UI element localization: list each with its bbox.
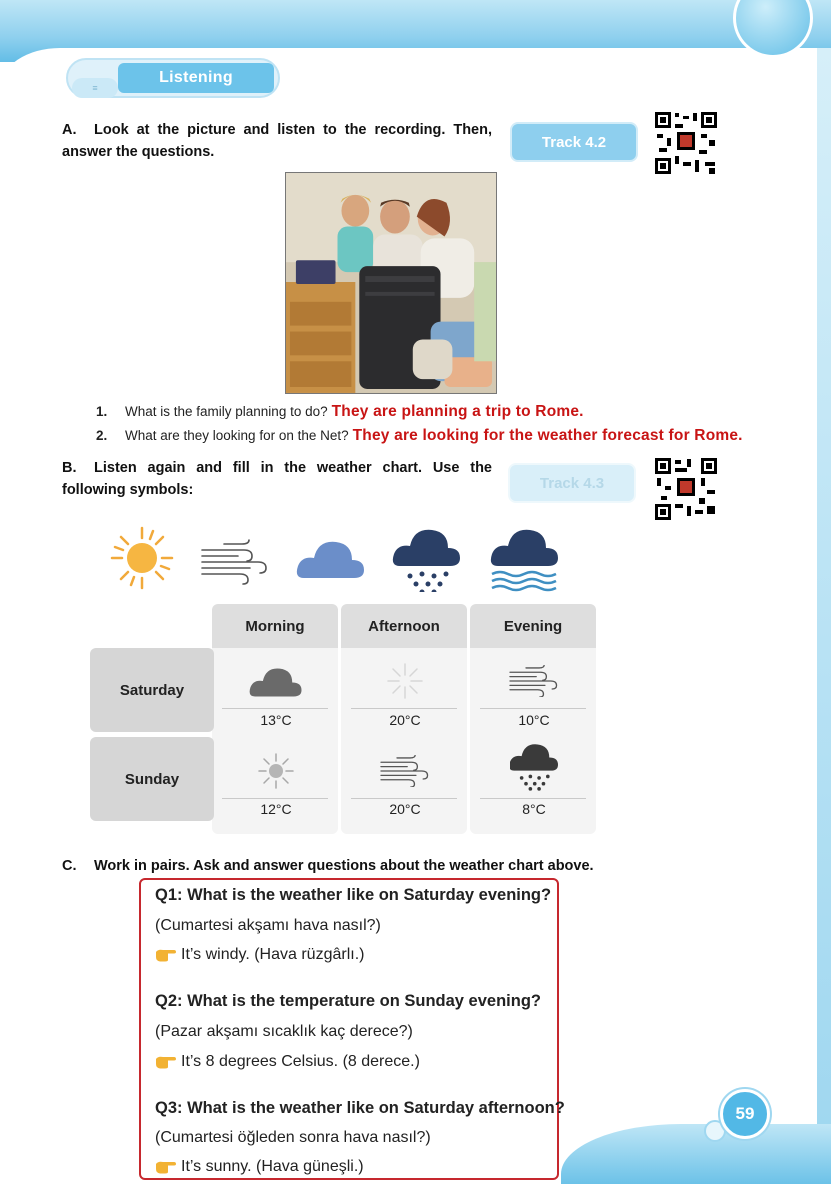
question-1-text: What is the family planning to do? (125, 404, 328, 419)
answer-2-text: They are looking for the weather forecast for Rome. (352, 427, 743, 444)
sun-icon (341, 658, 469, 704)
row-saturday: Saturday (90, 648, 214, 732)
pointing-hand-icon (155, 1158, 177, 1174)
dialogue-q2: Q2: What is the temperature on Sunday evening? (155, 992, 541, 1010)
wind-icon (202, 540, 266, 584)
weather-chart (90, 604, 596, 836)
track-4-2-button[interactable]: Track 4.2 (510, 122, 638, 162)
sunday-morning-temp: 12°C (260, 801, 292, 817)
cell-divider (222, 798, 328, 799)
cell-divider (480, 708, 586, 709)
saturday-morning-temp: 13°C (260, 712, 292, 728)
row-sunday: Sunday (90, 737, 214, 821)
part-c-label: C. (62, 858, 77, 874)
dialogue-q3: Q3: What is the weather like on Saturday afternoon? (155, 1099, 565, 1117)
cell-divider (480, 798, 586, 799)
cloud-icon (212, 658, 340, 704)
pointing-hand-icon (155, 1053, 177, 1069)
right-edge-decoration (817, 48, 831, 1148)
track-4-3-button[interactable]: Track 4.3 (508, 463, 636, 503)
dialogue-q1: Q1: What is the weather like on Saturday evening? (155, 886, 552, 904)
dialogue-a2-text: It’s 8 degrees Celsius. (8 derece.) (181, 1053, 420, 1070)
qr-code-icon[interactable] (653, 110, 719, 176)
wind-icon (470, 658, 598, 704)
dialogue-a3 (155, 1158, 364, 1176)
question-2-number: 2. (96, 428, 108, 443)
question-2-text: What are they looking for on the Net? (125, 428, 349, 443)
cell-divider (222, 708, 328, 709)
wind-icon (341, 748, 469, 794)
sun-icon (212, 748, 340, 794)
section-tab-icon: ≡ (72, 78, 118, 98)
rain-icon (470, 744, 598, 790)
sunday-evening-temp: 8°C (522, 801, 546, 817)
weather-symbols-row (108, 522, 568, 592)
cell-divider (351, 798, 457, 799)
dialogue-a3-text: It’s sunny. (Hava güneşli.) (181, 1158, 364, 1175)
sun-icon (112, 528, 172, 588)
storm-waves-icon (491, 530, 558, 590)
part-b-text: Listen again and fill in the weather chart. Use the following symbols: (62, 460, 492, 498)
page-number: 59 (720, 1089, 770, 1139)
dialogue-q1-translation: (Cumartesi akşamı hava nasıl?) (155, 917, 381, 934)
answer-1-text: They are planning a trip to Rome. (331, 403, 584, 420)
question-1-number: 1. (96, 404, 108, 419)
dialogue-a1-text: It’s windy. (Hava rüzgârlı.) (181, 946, 365, 963)
bottom-wave-decoration (561, 1124, 831, 1184)
dialogue-a1 (155, 946, 364, 964)
part-b-label: B. (62, 460, 77, 476)
saturday-evening-temp: 10°C (518, 712, 550, 728)
dialogue-box (139, 878, 565, 1180)
part-b-instruction (62, 457, 492, 501)
question-2 (96, 427, 743, 445)
part-a-label: A. (62, 122, 77, 138)
part-c-instruction (62, 855, 682, 877)
pointing-hand-icon (155, 946, 177, 962)
family-photo (285, 172, 497, 394)
saturday-afternoon-temp: 20°C (389, 712, 421, 728)
column-morning: Morning (212, 604, 338, 648)
part-a-text: Look at the picture and listen to the recording. Then, answer the questions. (62, 122, 492, 160)
qr-code-icon-2[interactable] (653, 456, 719, 522)
dialogue-q3-translation: (Cumartesi öğleden sonra hava nasıl?) (155, 1129, 431, 1146)
column-evening: Evening (470, 604, 596, 648)
dialogue-a2 (155, 1053, 420, 1071)
part-c-text: Work in pairs. Ask and answer questions about the weather chart above. (94, 858, 594, 874)
sunday-afternoon-temp: 20°C (389, 801, 421, 817)
column-afternoon: Afternoon (341, 604, 467, 648)
part-a-instruction (62, 119, 492, 163)
section-title: Listening (118, 63, 274, 93)
cloud-icon (297, 542, 364, 578)
dialogue-q2-translation: (Pazar akşamı sıcaklık kaç derece?) (155, 1023, 413, 1040)
question-1 (96, 403, 584, 421)
rain-icon (393, 530, 460, 592)
cell-divider (351, 708, 457, 709)
